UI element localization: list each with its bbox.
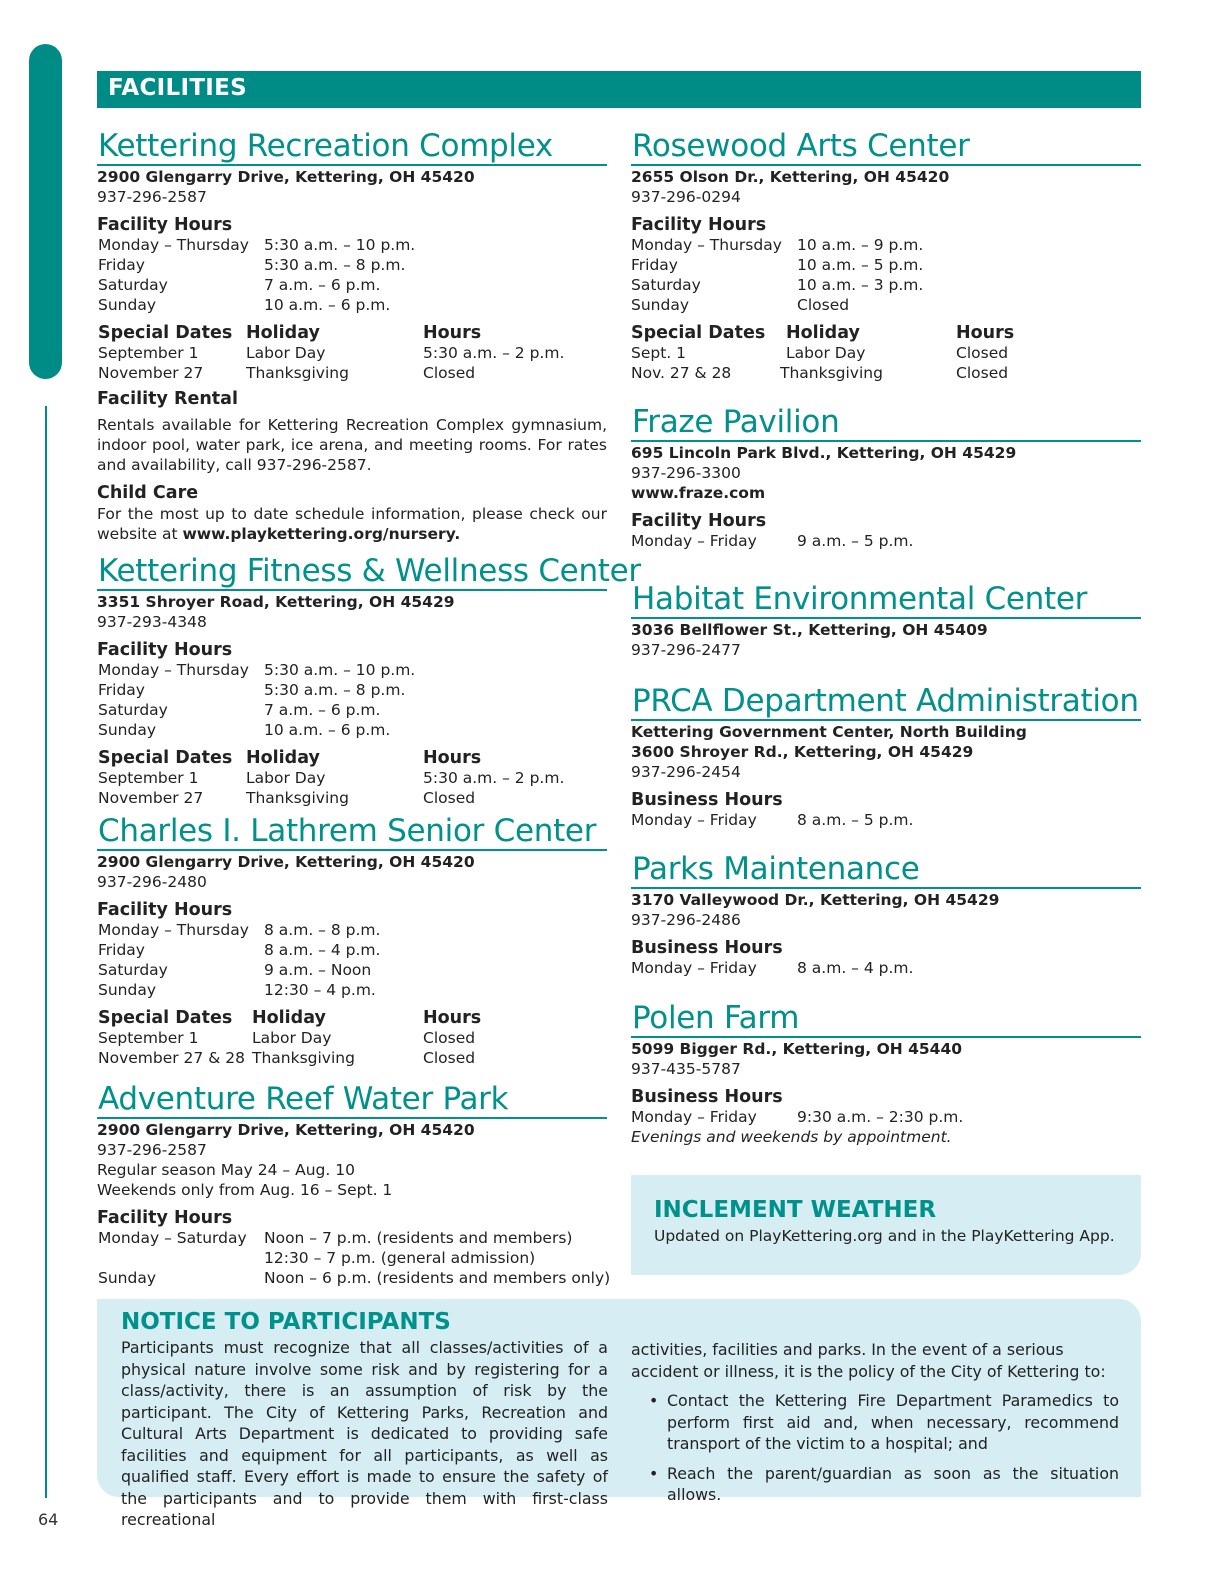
section-title: PRCA Department Administration <box>631 683 1141 721</box>
section-title: Polen Farm <box>631 1000 1141 1038</box>
website-link[interactable]: www.fraze.com <box>631 484 766 502</box>
special-date-row: November 27 Thanksgiving Closed <box>98 789 476 807</box>
address-line-2: 3600 Shroyer Rd., Kettering, OH 45429 <box>631 743 974 761</box>
special-date-row: Nov. 27 & 28 Thanksgiving Closed <box>631 364 1009 382</box>
hours-heading: Facility Hours <box>631 511 767 531</box>
section-senior-center <box>97 813 607 1068</box>
special-date-row: September 1 Labor Day Closed <box>98 1029 476 1047</box>
special-dates-header: Special Dates Holiday Hours <box>98 748 482 768</box>
phone: 937-296-2477 <box>631 641 741 659</box>
hours-row: Monday – Thursday 8 a.m. – 8 p.m. <box>98 921 381 939</box>
list-item: • Contact the Kettering Fire Department Paramedics to perform first aid and, when necessary, recommend transport of the victim to a hospital; and <box>649 1391 1119 1453</box>
address: 2900 Glengarry Drive, Kettering, OH 45420 <box>97 853 475 871</box>
weather-title: INCLEMENT WEATHER <box>654 1197 937 1223</box>
sidebar-label: General Information <box>64 151 88 363</box>
page-number: 64 <box>38 1510 59 1529</box>
hours-row: Sunday Noon – 6 p.m. (residents and members only) <box>98 1269 611 1287</box>
special-date-row: November 27 Thanksgiving Closed <box>98 364 476 382</box>
hours-row: Friday 8 a.m. – 4 p.m. <box>98 941 381 959</box>
appointment-note: Evenings and weekends by appointment. <box>631 1128 952 1146</box>
section-title: Charles I. Lathrem Senior Center <box>97 813 607 851</box>
special-dates-header: Special Dates Holiday Hours <box>98 323 482 343</box>
facilities-banner <box>97 71 1141 108</box>
address: 3036 Bellflower St., Kettering, OH 45409 <box>631 621 988 639</box>
phone: 937-296-2454 <box>631 763 741 781</box>
special-date-row: September 1 Labor Day 5:30 a.m. – 2 p.m. <box>98 344 565 362</box>
weather-text: Updated on PlayKettering.org and in the PlayKettering App. <box>654 1227 1115 1245</box>
bullet-icon: • <box>649 1463 659 1483</box>
hours-row: 12:30 – 7 p.m. (general admission) <box>264 1249 536 1267</box>
section-kettering-fitness-wellness <box>97 553 641 808</box>
hours-heading: Business Hours <box>631 790 783 810</box>
childcare-text: For the most up to date schedule information, please check our website at www.playkettering.org/nursery. <box>97 505 607 543</box>
section-polen-farm <box>631 1000 1141 1147</box>
notice-box <box>97 1299 1141 1529</box>
address-line-1: Kettering Government Center, North Building <box>631 723 1027 741</box>
section-title: Habitat Environmental Center <box>631 581 1141 619</box>
special-date-row: November 27 & 28 Thanksgiving Closed <box>98 1049 476 1067</box>
hours-row: Monday – Thursday 5:30 a.m. – 10 p.m. <box>98 661 416 679</box>
hours-heading: Facility Hours <box>97 900 233 920</box>
childcare-link[interactable]: www.playkettering.org/nursery. <box>182 525 461 543</box>
hours-row: Saturday 7 a.m. – 6 p.m. <box>98 276 381 294</box>
hours-row: Friday 5:30 a.m. – 8 p.m. <box>98 681 406 699</box>
hours-heading: Facility Hours <box>97 215 233 235</box>
childcare-heading: Child Care <box>97 483 199 503</box>
hours-heading: Business Hours <box>631 1087 783 1107</box>
hours-row: Saturday 9 a.m. – Noon <box>98 961 372 979</box>
hours-row: Saturday 7 a.m. – 6 p.m. <box>98 701 381 719</box>
special-dates-header: Special Dates Holiday Hours <box>631 323 1015 343</box>
phone: 937-293-4348 <box>97 613 207 631</box>
special-date-row: Sept. 1 Labor Day Closed <box>631 344 1009 362</box>
rental-text: Rentals available for Kettering Recreation Complex gymnasium, indoor pool, water park, ice arena, and meeting rooms. For rates and availability, call 937-296-2587. <box>97 416 607 474</box>
section-fraze-pavilion <box>631 404 1141 551</box>
phone: 937-296-2480 <box>97 873 207 891</box>
notice-bullet-list <box>631 1390 1119 1506</box>
notice-paragraph-2-container <box>631 1339 1119 1514</box>
banner-title: FACILITIES <box>108 75 248 101</box>
inclement-weather-box <box>631 1175 1141 1275</box>
hours-row: Monday – Friday 8 a.m. – 5 p.m. <box>631 811 914 829</box>
notice-title: NOTICE TO PARTICIPANTS <box>121 1309 451 1335</box>
list-item: • Reach the parent/guardian as soon as the situation allows. <box>649 1463 1119 1504</box>
address: 695 Lincoln Park Blvd., Kettering, OH 45429 <box>631 444 1017 462</box>
notice-paragraph-1: Participants must recognize that all classes/activities of a physical nature involve some risk and by registering for a class/activity, there is an assumption of risk by the participant. The City of Kettering Parks, Recreation and Cultural Arts Department is dedicated to providing safe facilities and equipment for all participants, as well as qualified staff. Every effort is made to ensure the safety of the participants and to provide them with first-class recreational <box>121 1338 608 1529</box>
address: 3351 Shroyer Road, Kettering, OH 45429 <box>97 593 455 611</box>
hours-row: Monday – Thursday 5:30 a.m. – 10 p.m. <box>98 236 416 254</box>
section-kettering-recreation-complex <box>97 128 607 544</box>
season: Regular season May 24 – Aug. 10 <box>97 1161 355 1179</box>
phone: 937-296-2486 <box>631 911 741 929</box>
hours-heading: Facility Hours <box>631 215 767 235</box>
address: 5099 Bigger Rd., Kettering, OH 45440 <box>631 1040 963 1058</box>
hours-row: Sunday Closed <box>631 296 850 314</box>
phone: 937-296-2587 <box>97 188 207 206</box>
section-title: Kettering Fitness & Wellness Center <box>98 553 641 589</box>
bullet-icon: • <box>649 1391 659 1410</box>
address: 2655 Olson Dr., Kettering, OH 45420 <box>631 168 950 186</box>
notice-paragraph-2: activities, facilities and parks. In the event of a serious accident or illness, it is the policy of the City of Kettering to: <box>631 1340 1106 1381</box>
hours-row: Saturday 10 a.m. – 3 p.m. <box>631 276 924 294</box>
special-date-row: September 1 Labor Day 5:30 a.m. – 2 p.m. <box>98 769 565 787</box>
special-dates-header: Special Dates Holiday Hours <box>98 1008 482 1028</box>
hours-row: Monday – Saturday Noon – 7 p.m. (residents and members) <box>98 1229 573 1247</box>
section-title: Adventure Reef Water Park <box>97 1081 607 1119</box>
section-prca-administration <box>631 683 1141 830</box>
phone: 937-435-5787 <box>631 1060 741 1078</box>
hours-row: Sunday 10 a.m. – 6 p.m. <box>98 296 391 314</box>
hours-row: Monday – Friday 9 a.m. – 5 p.m. <box>631 532 914 550</box>
sidebar-rule <box>45 406 47 1498</box>
hours-heading: Facility Hours <box>97 640 233 660</box>
hours-heading: Facility Hours <box>97 1208 233 1228</box>
section-parks-maintenance <box>631 851 1141 978</box>
section-title: Rosewood Arts Center <box>631 128 1141 166</box>
weekends: Weekends only from Aug. 16 – Sept. 1 <box>97 1181 393 1199</box>
hours-row: Friday 10 a.m. – 5 p.m. <box>631 256 924 274</box>
phone: 937-296-0294 <box>631 188 741 206</box>
address: 2900 Glengarry Drive, Kettering, OH 45420 <box>97 1121 475 1139</box>
rental-heading: Facility Rental <box>97 389 238 409</box>
sidebar-tab <box>29 44 88 379</box>
address: 3170 Valleywood Dr., Kettering, OH 45429 <box>631 891 1000 909</box>
hours-row: Sunday 12:30 – 4 p.m. <box>98 981 376 999</box>
hours-row: Monday – Friday 8 a.m. – 4 p.m. <box>631 959 914 977</box>
section-title: Fraze Pavilion <box>631 404 1141 442</box>
hours-row: Monday – Thursday 10 a.m. – 9 p.m. <box>631 236 924 254</box>
section-adventure-reef <box>97 1081 611 1288</box>
section-title: Kettering Recreation Complex <box>97 128 607 166</box>
phone: 937-296-3300 <box>631 464 741 482</box>
section-habitat <box>631 581 1141 660</box>
phone: 937-296-2587 <box>97 1141 207 1159</box>
section-title: Parks Maintenance <box>631 851 1141 889</box>
address: 2900 Glengarry Drive, Kettering, OH 45420 <box>97 168 475 186</box>
hours-row: Monday – Friday 9:30 a.m. – 2:30 p.m. <box>631 1108 964 1126</box>
section-rosewood <box>631 128 1141 383</box>
hours-row: Friday 5:30 a.m. – 8 p.m. <box>98 256 406 274</box>
hours-heading: Business Hours <box>631 938 783 958</box>
hours-row: Sunday 10 a.m. – 6 p.m. <box>98 721 391 739</box>
